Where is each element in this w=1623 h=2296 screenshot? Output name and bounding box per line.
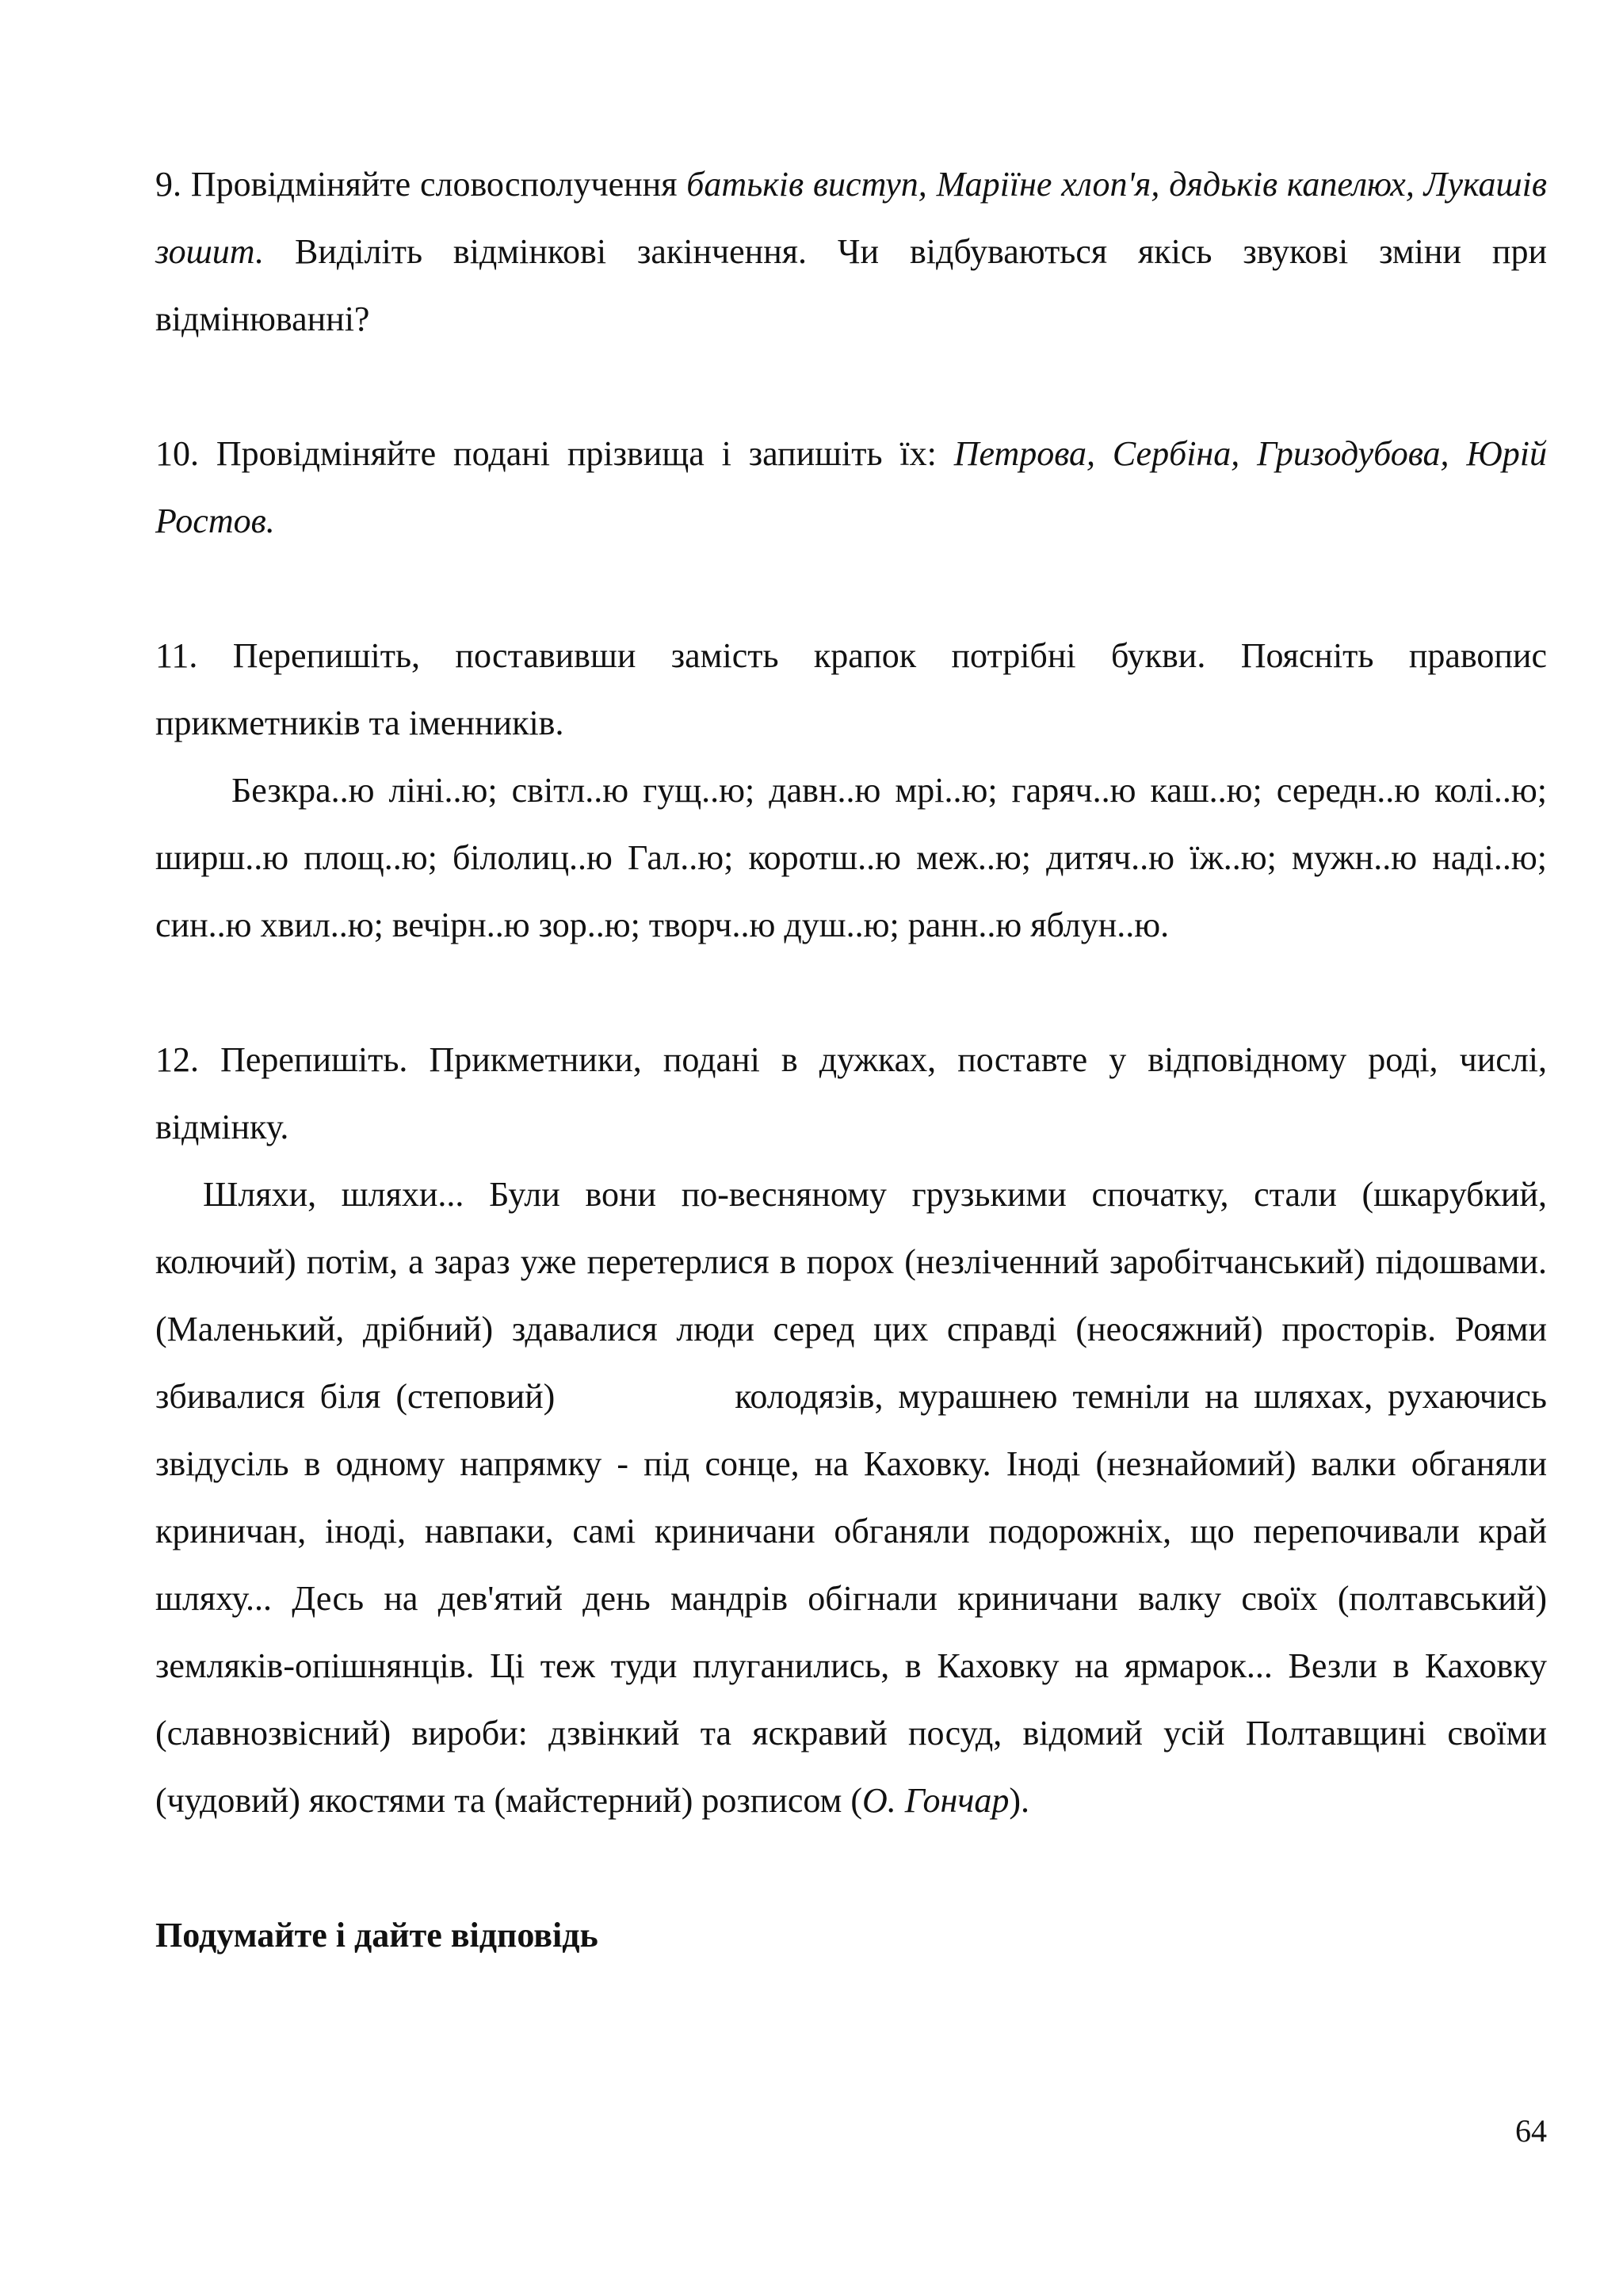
exercise-10-surnames: Петрова, Сербіна, Гризодубова, Юрій Ростов.	[155, 434, 1547, 540]
exercise-9-prefix: 9. Провідміняйте словосполучення	[155, 165, 687, 204]
exercise-12-task: 12. Перепишіть. Прикметники, подані в дужках, поставте у відповідному роді, числі, відмінку.	[155, 1040, 1547, 1146]
exercise-10-prefix: 10. Провідміняйте подані прізвища і запишіть їх:	[155, 434, 954, 473]
spacer	[155, 555, 1547, 622]
section-heading: Подумайте і дайте відповідь	[155, 1916, 598, 1955]
exercise-11-task: 11. Перепишіть, поставивши замість крапок потрібні букви. Поясніть правопис прикметників та іменників.	[155, 636, 1547, 742]
exercise-12-author: О. Гончар	[862, 1781, 1010, 1820]
exercise-10	[155, 420, 1547, 555]
spacer	[155, 353, 1547, 420]
exercise-11-text: Безкра..ю ліні..ю; світл..ю гущ..ю; давн..ю мрі..ю; гаряч..ю каш..ю; середн..ю колі..ю; ширш..ю площ..ю; білолиц..ю Гал..ю; коротш..ю меж..ю; дитяч..ю їж..ю; мужн..ю наді..ю; син..ю хвил..ю; вечірн..ю зор..ю; творч..ю душ..ю; ранн..ю яблун..ю.	[155, 771, 1547, 944]
page-number: 64	[1515, 2113, 1547, 2149]
exercise-12-body: Шляхи, шляхи... Були вони по-весняному грузькими спочатку, стали (шкарубкий, колючий) потім, а зараз уже перетерлися в порох (незліченний заробітчанський) підошвами. (Маленький, дрібний) здавалися люди серед цих справді (неосяжний) просторів. Роями збивалися біля (степовий) колодязів, мурашнею темніли на шляхах, рухаючись звідусіль в одному напрямку - під сонце, на Каховку. Іноді (незнайомий) валки обганяли криничан, іноді, навпаки, самі криничани обганяли подорожніх, що перепочивали край шляху... Десь на дев'ятий день мандрів обігнали криничани валку своїх (полтавський) земляків-опішнянців. Ці теж туди плуганились, в Каховку на ярмарок... Везли в Каховку (славнозвісний) вироби: дзвінкий та яскравий посуд, відомий усій Полтавщині своїми (чудовий) якостями та (майстерний) розписом (	[155, 1175, 1556, 1820]
spacer	[155, 959, 1547, 1026]
document-body	[155, 151, 1556, 1969]
exercise-12-end: ).	[1009, 1781, 1030, 1820]
exercise-9-suffix: Виділіть відмінкові закінчення. Чи відбуваються якісь звукові зміни при відмінюванні?	[155, 232, 1547, 338]
exercise-9	[155, 151, 1547, 353]
spacer	[155, 1834, 1547, 1901]
exercise-9-phrases: батьків виступ, Маріїне хлоп'я, дядьків капелюх, Лукашів зошит.	[155, 165, 1547, 271]
exercise-12-text	[155, 1161, 1556, 1834]
